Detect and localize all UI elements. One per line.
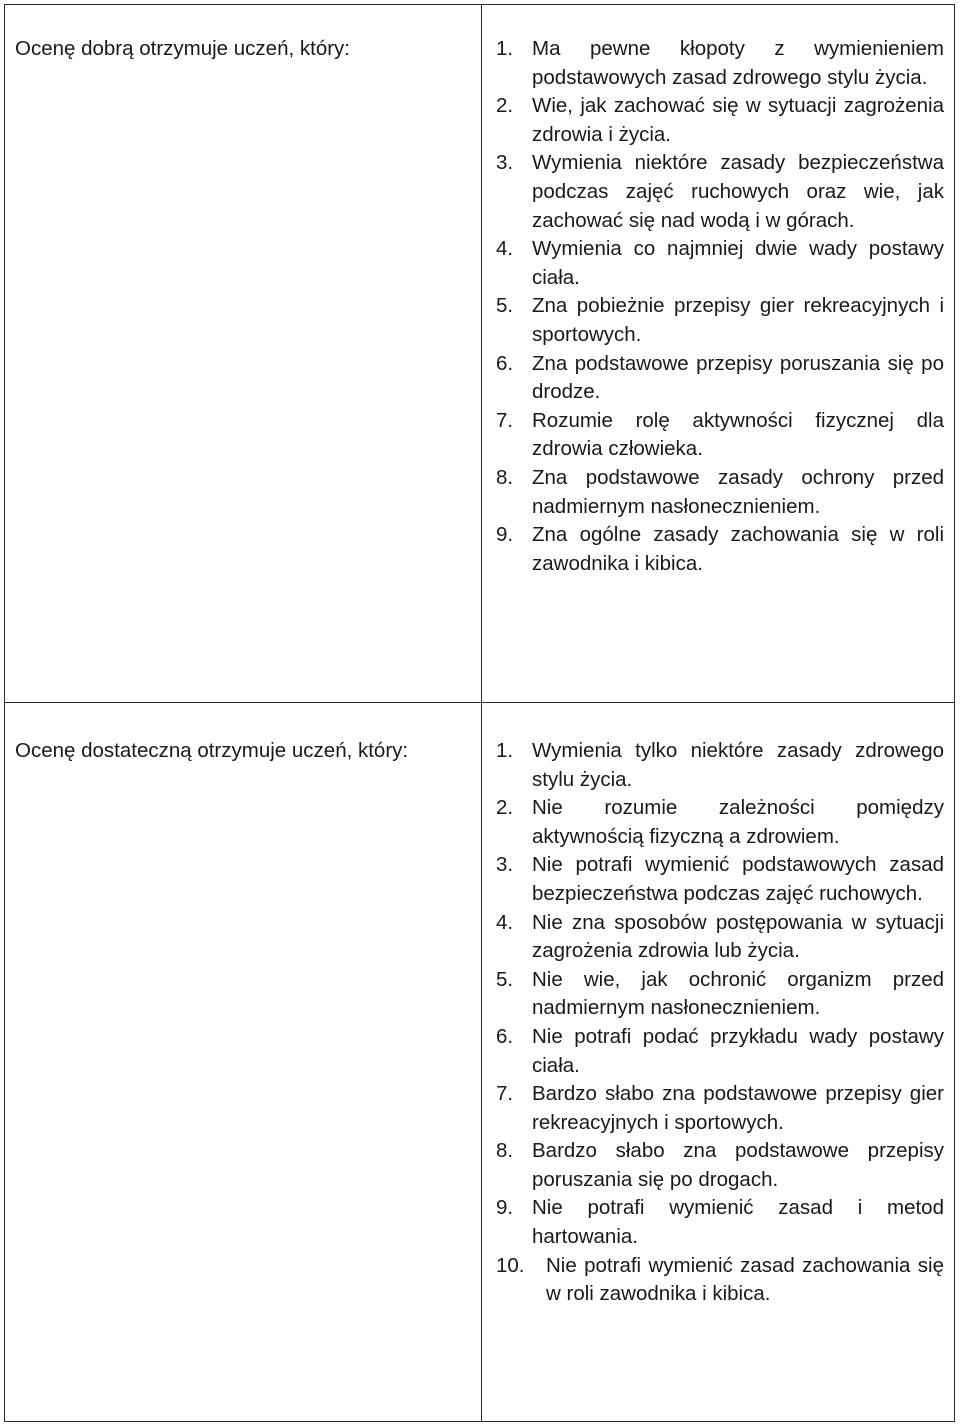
criteria-text: Bardzo słabo zna podstawowe przepisy gier rekreacyjnych i sportowych. (532, 1082, 944, 1134)
criteria-item (496, 1023, 944, 1080)
criteria-item (496, 350, 944, 407)
criteria-text: Wymienia tylko niektóre zasady zdrowego stylu życia. (532, 738, 944, 791)
criteria-text: Wymienia niektóre zasady bezpieczeństwa podczas zajęć ruchowych oraz wie, jak zachować się nad wodą i w górach. (532, 151, 944, 232)
criteria-number: 9. (496, 523, 514, 547)
criteria-item (496, 407, 944, 464)
criteria-item (496, 149, 944, 235)
criteria-text: Nie potrafi wymienić podstawowych zasad bezpieczeństwa podczas zajęć ruchowych. (532, 853, 944, 905)
criteria-number: 4. (496, 910, 514, 934)
criteria-list (482, 703, 954, 1309)
criteria-number: 3. (496, 853, 514, 877)
criteria-number: 5. (496, 294, 514, 318)
criteria-item (496, 92, 944, 149)
criteria-number: 4. (496, 237, 514, 261)
criteria-item (496, 737, 944, 794)
criteria-text: Nie potrafi wymienić zasad i metod hartowania. (532, 1196, 944, 1249)
criteria-cell (482, 5, 955, 703)
criteria-number: 9. (496, 1196, 514, 1220)
criteria-text: Zna ogólne zasady zachowania się w roli zawodnika i kibica. (532, 523, 944, 575)
criteria-item (496, 1194, 944, 1251)
criteria-number: 8. (496, 1139, 514, 1163)
criteria-text: Rozumie rolę aktywności fizycznej dla zdrowia człowieka. (532, 408, 944, 461)
criteria-number: 7. (496, 1082, 514, 1106)
grade-label: Ocenę dobrą otrzymuje uczeń, który: (15, 37, 350, 60)
grade-label: Ocenę dostateczną otrzymuje uczeń, który: (15, 738, 409, 762)
criteria-number: 3. (496, 151, 514, 175)
criteria-text: Ma pewne kłopoty z wymienieniem podstawowych zasad zdrowego stylu życia. (532, 37, 944, 89)
criteria-cell (482, 702, 955, 1421)
criteria-text: Nie wie, jak ochronić organizm przed nadmiernym nasłonecznieniem. (532, 967, 944, 1020)
criteria-text: Zna podstawowe przepisy poruszania się po drodze. (532, 351, 944, 404)
criteria-item (496, 235, 944, 292)
grade-label-cell (5, 702, 482, 1421)
criteria-text: Nie potrafi podać przykładu wady postawy ciała. (532, 1024, 944, 1077)
grade-label-cell (5, 5, 482, 703)
criteria-item (496, 292, 944, 349)
criteria-number: 6. (496, 1024, 514, 1048)
criteria-number: 1. (496, 37, 514, 60)
grade-row-sufficient (5, 702, 955, 1421)
criteria-item (496, 521, 944, 578)
criteria-item (496, 1252, 944, 1309)
criteria-text: Nie potrafi wymienić zasad zachowania się w roli zawodnika i kibica. (546, 1253, 944, 1306)
criteria-number: 2. (496, 796, 514, 820)
criteria-item (496, 966, 944, 1023)
criteria-text: Bardzo słabo zna podstawowe przepisy poruszania się po drogach. (532, 1139, 944, 1191)
criteria-item (496, 794, 944, 851)
criteria-number: 10. (496, 1253, 525, 1277)
criteria-number: 2. (496, 94, 514, 118)
criteria-list (482, 5, 954, 578)
criteria-text: Wie, jak zachować się w sytuacji zagrożenia zdrowia i życia. (532, 94, 944, 146)
criteria-item (496, 1137, 944, 1194)
criteria-number: 7. (496, 408, 514, 432)
criteria-item (496, 1080, 944, 1137)
criteria-number: 5. (496, 967, 514, 991)
criteria-number: 6. (496, 351, 514, 375)
criteria-item (496, 909, 944, 966)
criteria-item (496, 464, 944, 521)
criteria-text: Wymienia co najmniej dwie wady postawy ciała. (532, 237, 944, 289)
criteria-number: 8. (496, 465, 514, 489)
criteria-item (496, 851, 944, 908)
criteria-item (496, 35, 944, 92)
criteria-number: 1. (496, 738, 514, 762)
grading-criteria-table (4, 4, 955, 1422)
criteria-text: Nie rozumie zależności pomiędzy aktywnością fizyczną a zdrowiem. (532, 796, 944, 848)
criteria-text: Nie zna sposobów postępowania w sytuacji zagrożenia zdrowia lub życia. (532, 910, 944, 963)
criteria-text: Zna podstawowe zasady ochrony przed nadmiernym nasłonecznieniem. (532, 465, 944, 518)
criteria-text: Zna pobieżnie przepisy gier rekreacyjnych i sportowych. (532, 294, 944, 346)
grade-row-good (5, 5, 955, 703)
